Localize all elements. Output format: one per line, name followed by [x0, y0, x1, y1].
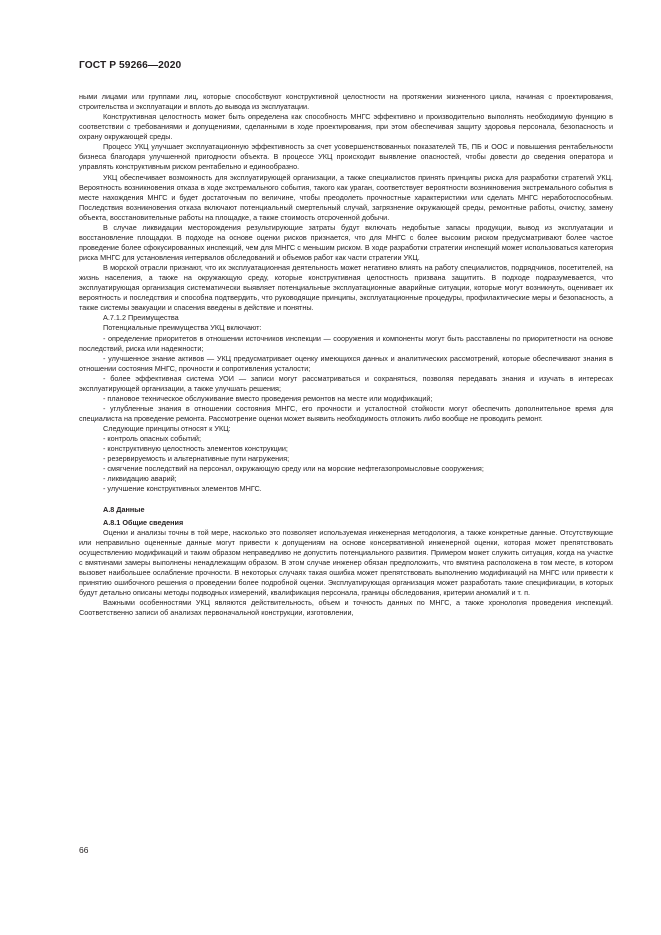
- paragraph: Важными особенностями УКЦ являются действительность, объем и точность данных по МНГС, а также хронология проведения инспекций. Соответственно записи об анализах первоначальной конструкции, изготовлении,: [79, 598, 613, 618]
- section-heading: А.8 Данные: [103, 504, 145, 514]
- list-item: - улучшенное знание активов — УКЦ предусматривает оценку имеющихся данных и аналитических рассмотрений, которые обеспечивают знания в отношении состояния МНГС, прочности и сопротивления усталости;: [79, 353, 613, 373]
- page-number: 66: [79, 845, 89, 855]
- list-item: - резервируемость и альтернативные пути нагружения;: [103, 454, 290, 464]
- list-item: - углубленные знания в отношении состояния МНГС, его прочности и усталостной стойкости могут обеспечить дополнительное время для специалиста на проведение ремонта. Рассмотрение оценки может выявить необходимость отложить либо вообще не проводить ремонт.: [79, 403, 613, 423]
- paragraph: ными лицами или группами лиц, которые способствуют конструктивной целостности на протяжении жизненного цикла, начиная с проектирования, строительства и эксплуатации и вплоть до вывода из эксплуатации.: [79, 92, 613, 112]
- paragraph: Потенциальные преимущества УКЦ включают:: [103, 323, 262, 333]
- subsection-title: А.7.1.2 Преимущества: [103, 313, 179, 323]
- document-body: [79, 92, 613, 618]
- paragraph: Оценки и анализы точны в той мере, насколько это позволяет используемая инженерная методология, а также конкретные данные. Отсутствующие или неправильно оцененные данные могут привести к допущениям на основе консервативной инженерной оценки, которая может препятствовать осуществлению модификаций и таким образом неправедливо не допустить потенциального развития. Примером может служить ситуация, когда на участке с вмятинами замеры выполнены ненадлежащим образом. В этом случае инженер обязан предположить, что вмятина расположена в том месте, в котором вызовет наибольшее ослабление прочности. В некоторых случаях такая ошибка может препятствовать выполнению модификаций на МНГС или привести к принятию ошибочного решения о проведении более подробной оценки. Эксплуатирующая организация может разработать такие спецификации, в которых будут детально описаны методы подводных измерений, квалификация персонала, границы обследования, критерии аномалий и т. п.: [79, 527, 613, 597]
- paragraph: В морской отрасли признают, что их эксплуатационная деятельность может негативно влиять на работу специалистов, подрядчиков, посетителей, на жизнь населения, а также на окружающую среду, которые конструктивная целостность призвана защитить. В подходе подразумевается, что эксплуатирующая организация систематически выявляет потенциальные эксплуатационные аварийные ситуации, которые могут возникнуть, оценивает их вероятность и последствия и способна подтвердить, что руководящие принципы, эксплуатационные процедуры, профилактические меры и безопасность, а также системы эвакуации и спасения введены в действие и понятны.: [79, 263, 613, 313]
- paragraph: Процесс УКЦ улучшает эксплуатационную эффективность за счет усовершенствованных показателей ТБ, ПБ и ООС и повышения рентабельности бизнеса благодаря улучшенной пригодности объекта. В процессе УКЦ происходит выявление опасностей, чтобы довести до сведения оператора и управлять конструктивным риском рентабельно и единообразно.: [79, 142, 613, 172]
- paragraph: УКЦ обеспечивает возможность для эксплуатирующей организации, а также специалистов принять принципы риска для разработки стратегий УКЦ. Вероятность возникновения отказа в ходе экстремального события, такого как ураган, соответствует вероятности возникновения экстремального события в месте нахождения МНГС и будет достаточным по величине, чтобы преодолеть прочностные характеристики или сделать МНГС неработоспособным. Последствия возникновения отказа включают потенциальный смертельный случай, загрязнение окружающей среды, ремонтные работы, очистку, замену объекта, восстановительные работы на площадке, а также стоимость отсроченной добычи.: [79, 172, 613, 222]
- paragraph: В случае ликвидации месторождения результирующие затраты будут включать недобытые запасы продукции, вывод из эксплуатации и восстановление площадки. В подходе на основе оценки рисков признается, что для МНГС с более высоким риском предусматривают более частое проведение более сфокусированных инспекций, чем для МНГС с меньшим риском. В ходе разработки стратегии инспекций может использоваться категория риска МНГС для установления интервалов обследований и объемов работ как части стратегии УКЦ.: [79, 222, 613, 262]
- document-header: ГОСТ Р 59266—2020: [79, 60, 182, 71]
- list-item: - смягчение последствий на персонал, окружающую среду или на морские нефтегазопромысловые сооружения;: [103, 464, 484, 474]
- list-item: - конструктивную целостность элементов конструкции;: [103, 444, 288, 454]
- list-item: - плановое техническое обслуживание вместо проведения ремонтов на месте или модификаций;: [103, 393, 433, 403]
- list-item: - ликвидацию аварий;: [103, 474, 177, 484]
- paragraph: Конструктивная целостность может быть определена как способность МНГС эффективно и производительно выполнять необходимую функцию в соответствии с требованиями и допущениями, сделанными в ходе проектирования, при этом обеспечивая защиту здоровья персонала, безопасность и охрану окружающей среды.: [79, 112, 613, 142]
- list-item: - улучшение конструктивных элементов МНГС.: [103, 484, 262, 494]
- list-item: - контроль опасных событий;: [103, 434, 201, 444]
- paragraph: Следующие принципы относят к УКЦ:: [103, 424, 231, 434]
- list-item: - определение приоритетов в отношении источников инспекции — сооружения и компоненты могут быть расставлены по приоритетности на основе последствий, риска или надежности;: [79, 333, 613, 353]
- subsection-heading: А.8.1 Общие сведения: [103, 517, 184, 527]
- list-item: - более эффективная система УОИ — записи могут рассматриваться и сохраняться, позволяя передавать знания и изучать в интересах эксплуатирующей организации, а также улучшать решения;: [79, 373, 613, 393]
